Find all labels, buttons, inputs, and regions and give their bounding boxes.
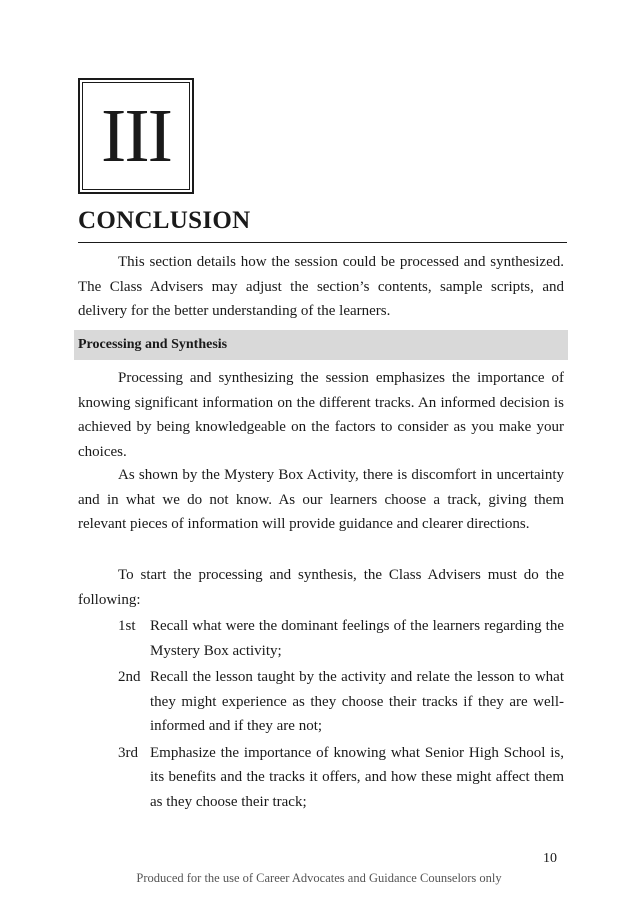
body-paragraph: As shown by the Mystery Box Activity, there is discomfort in uncertainty and in what we do not know. As our learners choose a track, giving them relevant pieces of information will provide guidance and clearer directions. bbox=[78, 467, 564, 532]
intro-paragraph: This section details how the session could be processed and synthesized. The Class Advisers may adjust the section’s contents, sample scripts, and delivery for the better understanding of the learners. bbox=[78, 254, 564, 319]
page-number: 10 bbox=[543, 851, 557, 866]
list-item bbox=[118, 614, 564, 663]
list-item bbox=[118, 665, 564, 739]
page-footer: Produced for the use of Career Advocates and Guidance Counselors only bbox=[136, 871, 502, 885]
section-title: CONCLUSION bbox=[78, 207, 251, 234]
body-paragraph: Processing and synthesizing the session emphasizes the importance of knowing significant information on the different tracks. An informed decision is achieved by being knowledgeable on the factors to consider as you make your choices. bbox=[78, 370, 564, 460]
chapter-numeral: III bbox=[101, 94, 171, 178]
subsection-heading: Processing and Synthesis bbox=[78, 337, 228, 352]
title-divider bbox=[78, 242, 567, 243]
step-text: Emphasize the importance of knowing what Senior High School is, its benefits and the tracks it offers, and how these might affect them as they choose their track; bbox=[150, 744, 564, 810]
step-marker: 3rd bbox=[118, 744, 138, 761]
steps-list bbox=[118, 614, 564, 816]
step-marker: 1st bbox=[118, 618, 136, 634]
step-text: Recall what were the dominant feelings of the learners regarding the Mystery Box activity; bbox=[150, 618, 564, 659]
step-marker: 2nd bbox=[118, 669, 141, 685]
list-item bbox=[118, 741, 564, 815]
step-text: Recall the lesson taught by the activity and relate the lesson to what they might experience as they choose their tracks if they are well-informed and if they are not; bbox=[150, 669, 564, 734]
body-paragraph: To start the processing and synthesis, the Class Advisers must do the following: bbox=[78, 567, 564, 608]
